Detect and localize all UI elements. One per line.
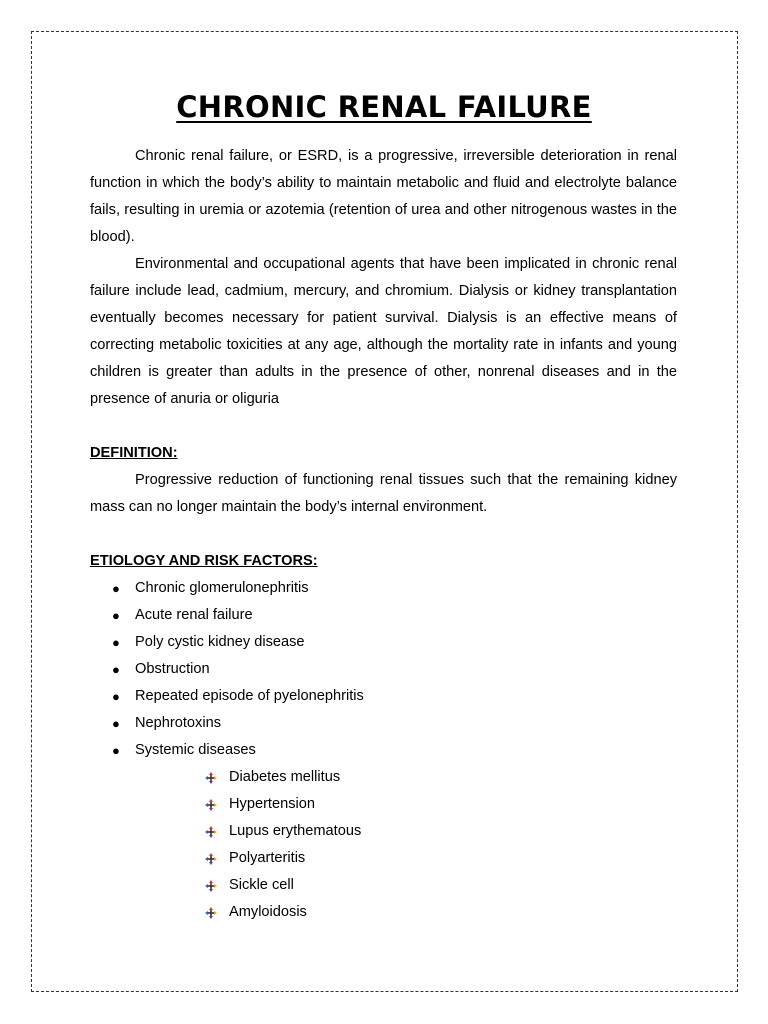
sub-list-item: Hypertension (135, 791, 677, 818)
four-way-arrow-icon (205, 799, 217, 811)
four-way-arrow-icon (205, 853, 217, 865)
list-item: ● Acute renal failure (90, 602, 677, 629)
four-way-arrow-icon (205, 907, 217, 919)
intro-paragraph-2: Environmental and occupational agents that have been implicated in chronic renal failure include lead, cadmium, mercury, and chromium. Dialysis or kidney transplantation eventually becomes necessary for patient survival. Dialysis is an effective means of correcting metabolic toxicities at any age, although the mortality rate in infants and young children is greater than adults in the presence of other, nonrenal diseases and in the presence of anuria or oliguria (90, 256, 677, 407)
four-way-arrow-icon (205, 826, 217, 838)
sub-list-item: Amyloidosis (135, 899, 677, 926)
bullet-dot-icon: ● (112, 716, 120, 731)
list-item: ● Chronic glomerulonephritis (90, 575, 677, 602)
sub-list-item: Polyarteritis (135, 845, 677, 872)
etiology-heading: ETIOLOGY AND RISK FACTORS: (90, 553, 318, 569)
list-item: ● Obstruction (90, 656, 677, 683)
bullet-dot-icon: ● (112, 662, 120, 677)
bullet-dot-icon: ● (112, 689, 120, 704)
sub-list-item: Diabetes mellitus (135, 764, 677, 791)
four-way-arrow-icon (205, 880, 217, 892)
intro-paragraph-1: Chronic renal failure, or ESRD, is a progressive, irreversible deterioration in renal function in which the body’s ability to maintain metabolic and fluid and electrolyte balance fails, resulting in uremia or azotemia (retention of urea and other nitrogenous wastes in the blood). (90, 148, 677, 245)
list-item: ● Systemic diseases Diabetes mellitus Hypertension Lupus erythematous Polyarteritis Sickle cell Amyloidosis (90, 737, 677, 926)
list-item: ● Nephrotoxins (90, 710, 677, 737)
document-body (90, 143, 677, 926)
definition-text: Progressive reduction of functioning renal tissues such that the remaining kidney mass can no longer maintain the body’s internal environment. (90, 472, 677, 515)
systemic-diseases-sublist (135, 764, 677, 926)
bullet-dot-icon: ● (112, 608, 120, 623)
bullet-dot-icon: ● (112, 743, 120, 758)
etiology-list (90, 575, 677, 926)
bullet-dot-icon: ● (112, 635, 120, 650)
definition-heading: DEFINITION: (90, 445, 178, 461)
four-way-arrow-icon (205, 772, 217, 784)
sub-list-item: Sickle cell (135, 872, 677, 899)
list-item: ● Repeated episode of pyelonephritis (90, 683, 677, 710)
list-item: ● Poly cystic kidney disease (90, 629, 677, 656)
sub-list-item: Lupus erythematous (135, 818, 677, 845)
page-title: CHRONIC RENAL FAILURE (176, 90, 592, 124)
bullet-dot-icon: ● (112, 581, 120, 596)
